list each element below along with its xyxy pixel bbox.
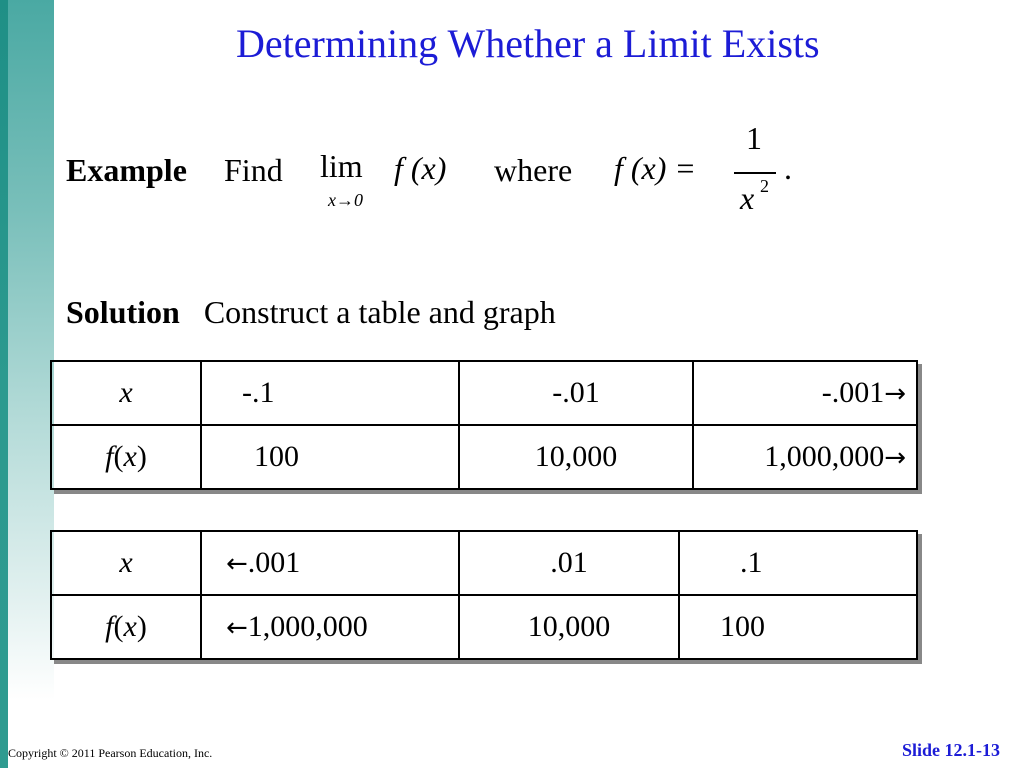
table-cell	[201, 595, 459, 659]
arrow-right-icon: →	[884, 379, 906, 409]
table-row-fx	[51, 425, 917, 489]
table-cell: 100	[679, 595, 917, 659]
cell-value: 1,000,000	[764, 440, 885, 473]
sidebar-gradient	[8, 0, 54, 700]
copyright-notice: Copyright © 2011 Pearson Education, Inc.	[8, 746, 213, 760]
arrow-right-icon: →	[884, 443, 906, 473]
sidebar-accent-bar	[0, 0, 8, 768]
arrow-left-icon: ←	[226, 613, 248, 643]
table-cell: x	[51, 531, 201, 595]
arrow-left-icon: ←	[226, 549, 248, 579]
table-row-x	[51, 531, 917, 595]
table-cell: f(x)	[51, 425, 201, 489]
table-row-fx	[51, 595, 917, 659]
table-cell: 10,000	[459, 595, 679, 659]
table-cell: .01	[459, 531, 679, 595]
lim-operator: lim	[320, 148, 363, 184]
table-cell	[693, 361, 917, 425]
x-label: x	[123, 440, 137, 473]
solution-label: Solution	[66, 294, 180, 330]
cell-value: 1,000,000	[247, 610, 368, 643]
slide-number: Slide 12.1-13	[901, 740, 1000, 760]
f-label: f	[105, 610, 114, 643]
cell-value: -.001	[821, 376, 885, 409]
slide-title: Determining Whether a Limit Exists	[236, 21, 820, 66]
table-cell	[693, 425, 917, 489]
table-cell: .1	[679, 531, 917, 595]
table-cell: 100	[201, 425, 459, 489]
value-table-left-approach	[50, 360, 918, 490]
fraction-exponent: 2	[760, 176, 769, 196]
find-text: Find	[224, 152, 283, 188]
table-cell: 10,000	[459, 425, 693, 489]
fraction-denominator: x	[740, 180, 755, 216]
lim-subscript: x→0	[328, 190, 363, 210]
cell-value: .001	[247, 546, 301, 579]
fraction-bar	[734, 172, 776, 174]
solution-text: Construct a table and graph	[203, 294, 556, 330]
table-cell: f(x)	[51, 595, 201, 659]
table-cell: -.01	[459, 361, 693, 425]
value-table-right-approach	[50, 530, 918, 660]
x-label: x	[123, 610, 137, 643]
table-cell	[201, 531, 459, 595]
function-definition-lhs: f (x) =	[614, 150, 696, 186]
f-label: f	[105, 440, 114, 473]
table-cell: -.1	[201, 361, 459, 425]
table-row-x	[51, 361, 917, 425]
fraction-numerator: 1	[746, 120, 762, 156]
example-label: Example	[66, 152, 187, 188]
period: .	[784, 150, 792, 186]
example-statement	[66, 120, 826, 230]
table-cell: x	[51, 361, 201, 425]
where-text: where	[494, 152, 573, 188]
limit-function: f (x)	[394, 150, 447, 186]
solution-line	[66, 294, 556, 331]
